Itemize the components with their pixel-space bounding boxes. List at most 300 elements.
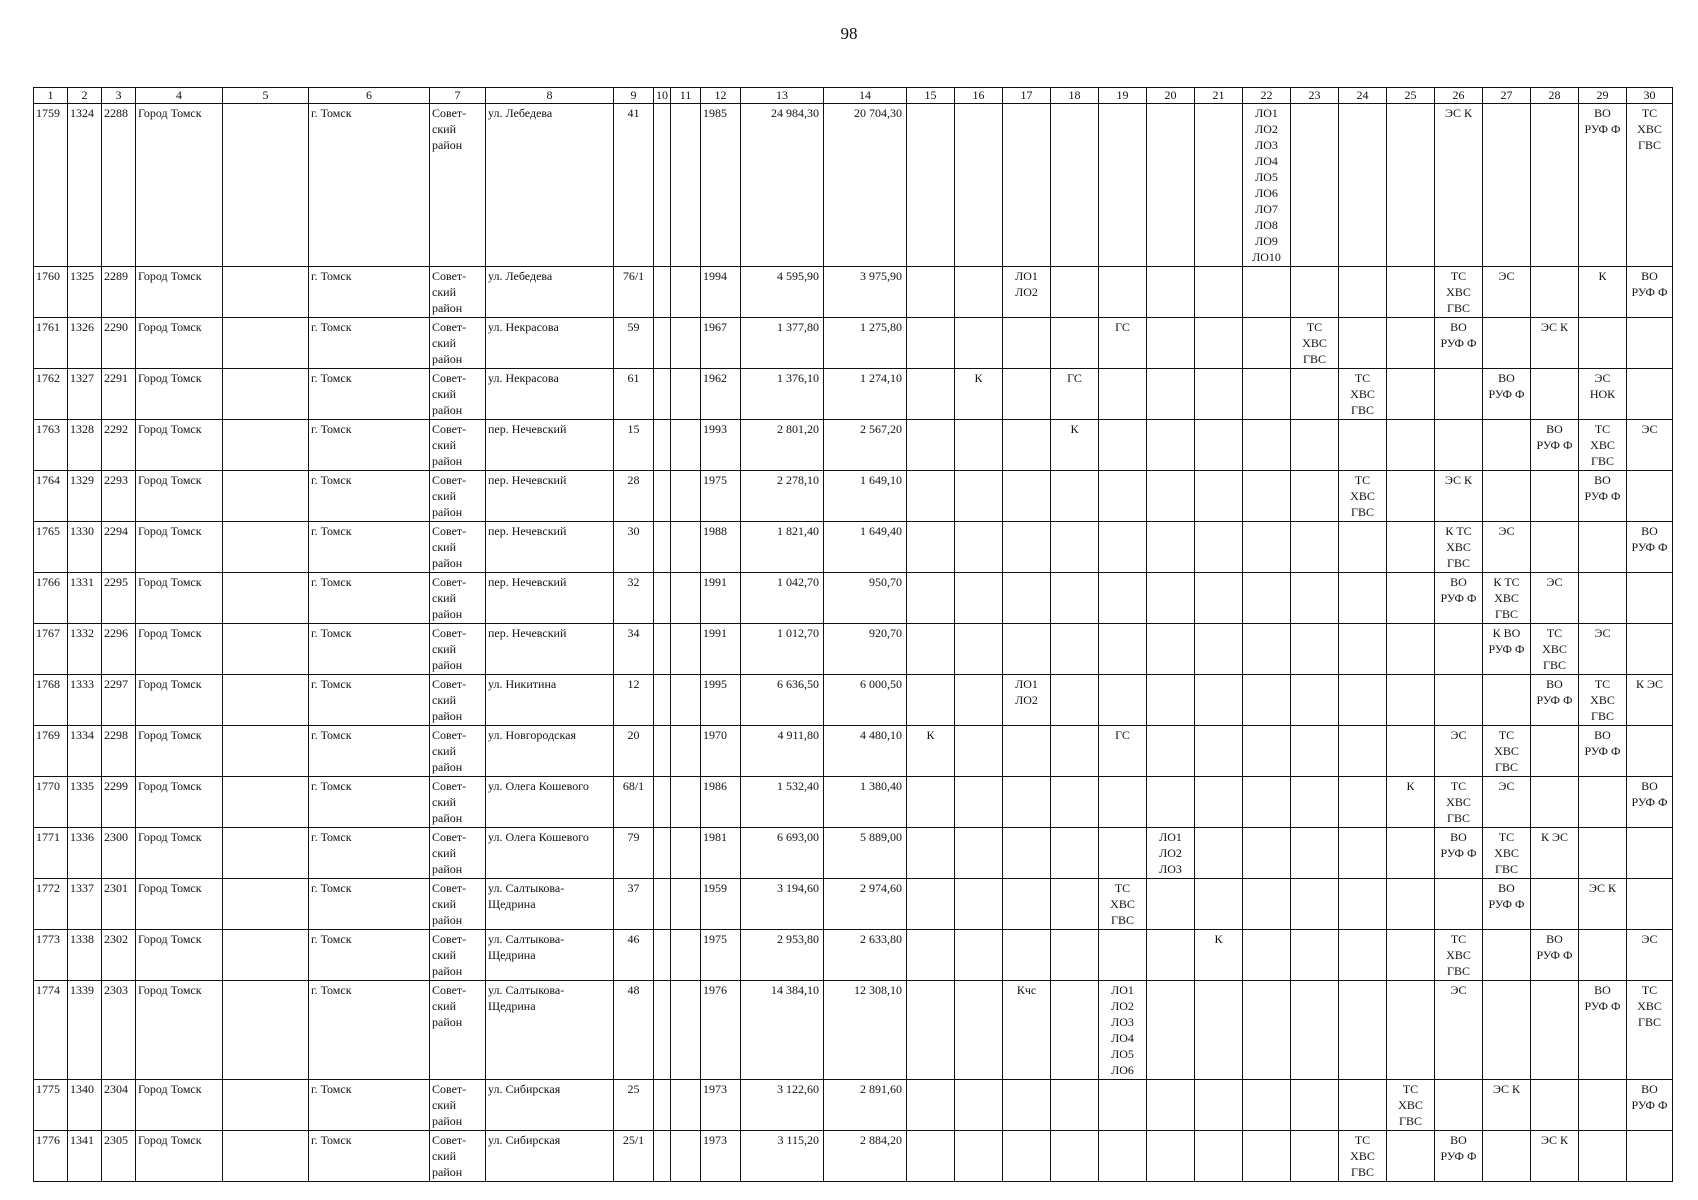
cell-col-6: г. Томск [309,1131,430,1182]
cell-col-3: 2304 [102,1080,136,1131]
column-header-5: 5 [223,88,309,104]
cell-col-11 [671,1131,701,1182]
cell-col-4: Город Томск [136,828,223,879]
cell-col-14: 12 308,10 [824,981,907,1080]
cell-col-28: ЭС К [1531,318,1579,369]
cell-col-25 [1387,522,1435,573]
cell-col-27: ТС ХВС ГВС [1483,828,1531,879]
cell-col-14: 5 889,00 [824,828,907,879]
cell-col-1: 1765 [34,522,68,573]
cell-col-8: пер. Нечевский [486,522,614,573]
cell-col-13: 6 636,50 [741,675,824,726]
cell-col-18 [1051,777,1099,828]
cell-col-27: ТС ХВС ГВС [1483,726,1531,777]
cell-col-7: Совет- ский район [430,318,486,369]
cell-col-22 [1243,267,1291,318]
cell-col-10 [654,420,671,471]
cell-col-21 [1195,726,1243,777]
cell-col-15 [907,369,955,420]
cell-col-24 [1339,777,1387,828]
cell-col-14: 1 649,40 [824,522,907,573]
cell-col-19 [1099,471,1147,522]
cell-col-3: 2298 [102,726,136,777]
cell-col-20 [1147,420,1195,471]
cell-col-18: К [1051,420,1099,471]
cell-col-22 [1243,777,1291,828]
cell-col-4: Город Томск [136,675,223,726]
cell-col-17 [1003,104,1051,267]
cell-col-11 [671,1080,701,1131]
cell-col-7: Совет- ский район [430,420,486,471]
cell-col-27 [1483,1131,1531,1182]
cell-col-25 [1387,879,1435,930]
cell-col-29: ТС ХВС ГВС [1579,675,1627,726]
cell-col-27 [1483,420,1531,471]
cell-col-7: Совет- ский район [430,930,486,981]
cell-col-19 [1099,1080,1147,1131]
cell-col-23 [1291,522,1339,573]
cell-col-26 [1435,624,1483,675]
cell-col-9: 15 [614,420,654,471]
cell-col-9: 25/1 [614,1131,654,1182]
cell-col-2: 1330 [68,522,102,573]
cell-col-28: ЭС [1531,573,1579,624]
cell-col-17 [1003,1080,1051,1131]
cell-col-19: ЛО1 ЛО2 ЛО3 ЛО4 ЛО5 ЛО6 [1099,981,1147,1080]
cell-col-22 [1243,1080,1291,1131]
cell-col-29 [1579,930,1627,981]
cell-col-7: Совет- ский район [430,624,486,675]
cell-col-29 [1579,318,1627,369]
cell-col-11 [671,522,701,573]
cell-col-14: 2 633,80 [824,930,907,981]
table-row [34,828,1673,879]
cell-col-16 [955,726,1003,777]
cell-col-4: Город Томск [136,369,223,420]
cell-col-6: г. Томск [309,318,430,369]
cell-col-17 [1003,420,1051,471]
cell-col-13: 1 012,70 [741,624,824,675]
cell-col-3: 2290 [102,318,136,369]
cell-col-7: Совет- ский район [430,104,486,267]
cell-col-6: г. Томск [309,624,430,675]
cell-col-16 [955,930,1003,981]
cell-col-22 [1243,420,1291,471]
table-row [34,318,1673,369]
cell-col-1: 1760 [34,267,68,318]
cell-col-18: ГС [1051,369,1099,420]
cell-col-25 [1387,726,1435,777]
cell-col-20 [1147,624,1195,675]
cell-col-3: 2289 [102,267,136,318]
cell-col-9: 20 [614,726,654,777]
cell-col-17 [1003,930,1051,981]
cell-col-26: ЭС [1435,981,1483,1080]
cell-col-21 [1195,573,1243,624]
cell-col-27: ЭС [1483,522,1531,573]
cell-col-25 [1387,420,1435,471]
column-header-28: 28 [1531,88,1579,104]
cell-col-8: ул. Салтыкова- Щедрина [486,930,614,981]
cell-col-13: 1 821,40 [741,522,824,573]
cell-col-5 [223,522,309,573]
column-header-26: 26 [1435,88,1483,104]
cell-col-6: г. Томск [309,675,430,726]
cell-col-19 [1099,369,1147,420]
cell-col-30: ЭС [1627,420,1673,471]
cell-col-26: ВО РУФ Ф [1435,573,1483,624]
table-row [34,471,1673,522]
cell-col-2: 1336 [68,828,102,879]
cell-col-7: Совет- ский район [430,1131,486,1182]
cell-col-18 [1051,726,1099,777]
cell-col-10 [654,522,671,573]
cell-col-13: 3 122,60 [741,1080,824,1131]
cell-col-19 [1099,420,1147,471]
cell-col-16 [955,828,1003,879]
cell-col-11 [671,420,701,471]
cell-col-12: 1976 [701,981,741,1080]
cell-col-11 [671,930,701,981]
cell-col-15 [907,522,955,573]
cell-col-13: 2 278,10 [741,471,824,522]
cell-col-15 [907,318,955,369]
cell-col-26: ТС ХВС ГВС [1435,930,1483,981]
cell-col-20 [1147,522,1195,573]
column-header-24: 24 [1339,88,1387,104]
cell-col-3: 2303 [102,981,136,1080]
cell-col-26 [1435,879,1483,930]
cell-col-11 [671,726,701,777]
cell-col-8: пер. Нечевский [486,573,614,624]
cell-col-5 [223,471,309,522]
cell-col-12: 1986 [701,777,741,828]
cell-col-15 [907,104,955,267]
cell-col-29: ВО РУФ Ф [1579,471,1627,522]
cell-col-12: 1975 [701,930,741,981]
cell-col-18 [1051,522,1099,573]
column-header-25: 25 [1387,88,1435,104]
cell-col-21 [1195,777,1243,828]
cell-col-1: 1771 [34,828,68,879]
cell-col-15 [907,675,955,726]
cell-col-23 [1291,777,1339,828]
cell-col-28: ВО РУФ Ф [1531,420,1579,471]
cell-col-15 [907,420,955,471]
cell-col-24 [1339,981,1387,1080]
cell-col-11 [671,573,701,624]
cell-col-18 [1051,879,1099,930]
cell-col-15 [907,1080,955,1131]
cell-col-11 [671,777,701,828]
cell-col-15 [907,981,955,1080]
cell-col-24 [1339,573,1387,624]
cell-col-6: г. Томск [309,267,430,318]
cell-col-18 [1051,573,1099,624]
column-header-10: 10 [654,88,671,104]
cell-col-20 [1147,471,1195,522]
column-header-2: 2 [68,88,102,104]
cell-col-30: ВО РУФ Ф [1627,1080,1673,1131]
cell-col-9: 25 [614,1080,654,1131]
cell-col-23 [1291,726,1339,777]
cell-col-17 [1003,369,1051,420]
cell-col-25 [1387,267,1435,318]
cell-col-9: 46 [614,930,654,981]
cell-col-30 [1627,624,1673,675]
cell-col-14: 2 567,20 [824,420,907,471]
cell-col-12: 1962 [701,369,741,420]
table-row [34,420,1673,471]
cell-col-4: Город Томск [136,624,223,675]
buildings-table [33,87,1673,1182]
cell-col-25 [1387,318,1435,369]
cell-col-5 [223,777,309,828]
header-row [34,88,1673,104]
cell-col-27: ВО РУФ Ф [1483,369,1531,420]
cell-col-8: ул. Олега Кошевого [486,777,614,828]
cell-col-4: Город Томск [136,104,223,267]
cell-col-3: 2288 [102,104,136,267]
cell-col-5 [223,420,309,471]
cell-col-24 [1339,828,1387,879]
cell-col-24 [1339,267,1387,318]
table-row [34,1080,1673,1131]
cell-col-28: К ЭС [1531,828,1579,879]
cell-col-21 [1195,1080,1243,1131]
cell-col-28 [1531,726,1579,777]
cell-col-23 [1291,471,1339,522]
column-header-11: 11 [671,88,701,104]
cell-col-18 [1051,471,1099,522]
cell-col-24 [1339,522,1387,573]
cell-col-22 [1243,981,1291,1080]
cell-col-29 [1579,522,1627,573]
cell-col-9: 34 [614,624,654,675]
cell-col-26: ЭС [1435,726,1483,777]
cell-col-12: 1981 [701,828,741,879]
cell-col-17 [1003,522,1051,573]
cell-col-11 [671,104,701,267]
cell-col-8: ул. Новгородская [486,726,614,777]
cell-col-19: ГС [1099,726,1147,777]
cell-col-21 [1195,267,1243,318]
table-body [34,104,1673,1182]
cell-col-1: 1763 [34,420,68,471]
cell-col-21 [1195,828,1243,879]
cell-col-18 [1051,828,1099,879]
cell-col-29: ЭС [1579,624,1627,675]
cell-col-24 [1339,930,1387,981]
cell-col-16 [955,1131,1003,1182]
cell-col-8: ул. Салтыкова- Щедрина [486,879,614,930]
cell-col-22 [1243,828,1291,879]
cell-col-3: 2294 [102,522,136,573]
cell-col-8: ул. Салтыкова- Щедрина [486,981,614,1080]
cell-col-21 [1195,981,1243,1080]
cell-col-9: 30 [614,522,654,573]
cell-col-27 [1483,471,1531,522]
cell-col-30 [1627,726,1673,777]
cell-col-30: К ЭС [1627,675,1673,726]
cell-col-25 [1387,369,1435,420]
cell-col-15 [907,879,955,930]
cell-col-17 [1003,828,1051,879]
cell-col-24: ТС ХВС ГВС [1339,369,1387,420]
cell-col-20 [1147,879,1195,930]
cell-col-24: ТС ХВС ГВС [1339,471,1387,522]
cell-col-19 [1099,930,1147,981]
cell-col-30 [1627,828,1673,879]
cell-col-13: 4 595,90 [741,267,824,318]
cell-col-20 [1147,726,1195,777]
cell-col-10 [654,675,671,726]
cell-col-13: 1 532,40 [741,777,824,828]
cell-col-27: К ТС ХВС ГВС [1483,573,1531,624]
cell-col-2: 1327 [68,369,102,420]
cell-col-4: Город Томск [136,471,223,522]
column-header-23: 23 [1291,88,1339,104]
cell-col-6: г. Томск [309,369,430,420]
cell-col-12: 1991 [701,573,741,624]
cell-col-27: ЭС К [1483,1080,1531,1131]
cell-col-29: ЭС К [1579,879,1627,930]
column-header-30: 30 [1627,88,1673,104]
cell-col-12: 1967 [701,318,741,369]
cell-col-12: 1959 [701,879,741,930]
cell-col-17: Кчс [1003,981,1051,1080]
cell-col-28 [1531,879,1579,930]
cell-col-21 [1195,879,1243,930]
cell-col-2: 1326 [68,318,102,369]
cell-col-1: 1773 [34,930,68,981]
cell-col-1: 1762 [34,369,68,420]
cell-col-13: 3 194,60 [741,879,824,930]
cell-col-22 [1243,573,1291,624]
cell-col-3: 2293 [102,471,136,522]
cell-col-23 [1291,828,1339,879]
cell-col-23 [1291,104,1339,267]
cell-col-19 [1099,624,1147,675]
cell-col-3: 2301 [102,879,136,930]
cell-col-17 [1003,624,1051,675]
cell-col-29: ТС ХВС ГВС [1579,420,1627,471]
cell-col-30 [1627,318,1673,369]
cell-col-14: 2 891,60 [824,1080,907,1131]
cell-col-14: 950,70 [824,573,907,624]
cell-col-14: 1 649,10 [824,471,907,522]
cell-col-2: 1333 [68,675,102,726]
cell-col-19 [1099,104,1147,267]
cell-col-1: 1772 [34,879,68,930]
cell-col-12: 1985 [701,104,741,267]
cell-col-23 [1291,573,1339,624]
cell-col-10 [654,369,671,420]
cell-col-7: Совет- ский район [430,522,486,573]
cell-col-6: г. Томск [309,522,430,573]
cell-col-12: 1975 [701,471,741,522]
column-header-15: 15 [907,88,955,104]
cell-col-24 [1339,318,1387,369]
column-header-9: 9 [614,88,654,104]
cell-col-16 [955,420,1003,471]
cell-col-3: 2295 [102,573,136,624]
cell-col-4: Город Томск [136,981,223,1080]
cell-col-30 [1627,471,1673,522]
cell-col-18 [1051,104,1099,267]
cell-col-15 [907,777,955,828]
cell-col-26: К ТС ХВС ГВС [1435,522,1483,573]
cell-col-23 [1291,930,1339,981]
cell-col-9: 37 [614,879,654,930]
cell-col-1: 1774 [34,981,68,1080]
column-header-22: 22 [1243,88,1291,104]
cell-col-9: 32 [614,573,654,624]
cell-col-6: г. Томск [309,1080,430,1131]
cell-col-11 [671,828,701,879]
cell-col-10 [654,930,671,981]
cell-col-18 [1051,1131,1099,1182]
cell-col-28: ЭС К [1531,1131,1579,1182]
cell-col-5 [223,318,309,369]
cell-col-14: 1 274,10 [824,369,907,420]
cell-col-9: 68/1 [614,777,654,828]
cell-col-23 [1291,1080,1339,1131]
cell-col-14: 1 380,40 [824,777,907,828]
cell-col-5 [223,369,309,420]
cell-col-7: Совет- ский район [430,369,486,420]
cell-col-18 [1051,675,1099,726]
column-header-4: 4 [136,88,223,104]
table-row [34,369,1673,420]
cell-col-21 [1195,1131,1243,1182]
cell-col-2: 1324 [68,104,102,267]
cell-col-11 [671,624,701,675]
cell-col-13: 3 115,20 [741,1131,824,1182]
cell-col-21 [1195,420,1243,471]
cell-col-10 [654,318,671,369]
column-header-12: 12 [701,88,741,104]
cell-col-4: Город Томск [136,573,223,624]
cell-col-24: ТС ХВС ГВС [1339,1131,1387,1182]
cell-col-15 [907,930,955,981]
cell-col-1: 1767 [34,624,68,675]
cell-col-14: 2 884,20 [824,1131,907,1182]
cell-col-28 [1531,267,1579,318]
cell-col-16 [955,624,1003,675]
cell-col-23 [1291,1131,1339,1182]
table-row [34,624,1673,675]
table-row [34,726,1673,777]
cell-col-26: ВО РУФ Ф [1435,318,1483,369]
cell-col-3: 2305 [102,1131,136,1182]
cell-col-26: ВО РУФ Ф [1435,1131,1483,1182]
cell-col-30: ТС ХВС ГВС [1627,981,1673,1080]
cell-col-6: г. Томск [309,930,430,981]
cell-col-30: ЭС [1627,930,1673,981]
cell-col-2: 1334 [68,726,102,777]
cell-col-15: К [907,726,955,777]
cell-col-26: ЭС К [1435,104,1483,267]
column-header-8: 8 [486,88,614,104]
cell-col-16 [955,104,1003,267]
cell-col-16 [955,879,1003,930]
cell-col-21 [1195,318,1243,369]
cell-col-7: Совет- ский район [430,267,486,318]
cell-col-12: 1973 [701,1131,741,1182]
cell-col-20: ЛО1 ЛО2 ЛО3 [1147,828,1195,879]
cell-col-30 [1627,573,1673,624]
